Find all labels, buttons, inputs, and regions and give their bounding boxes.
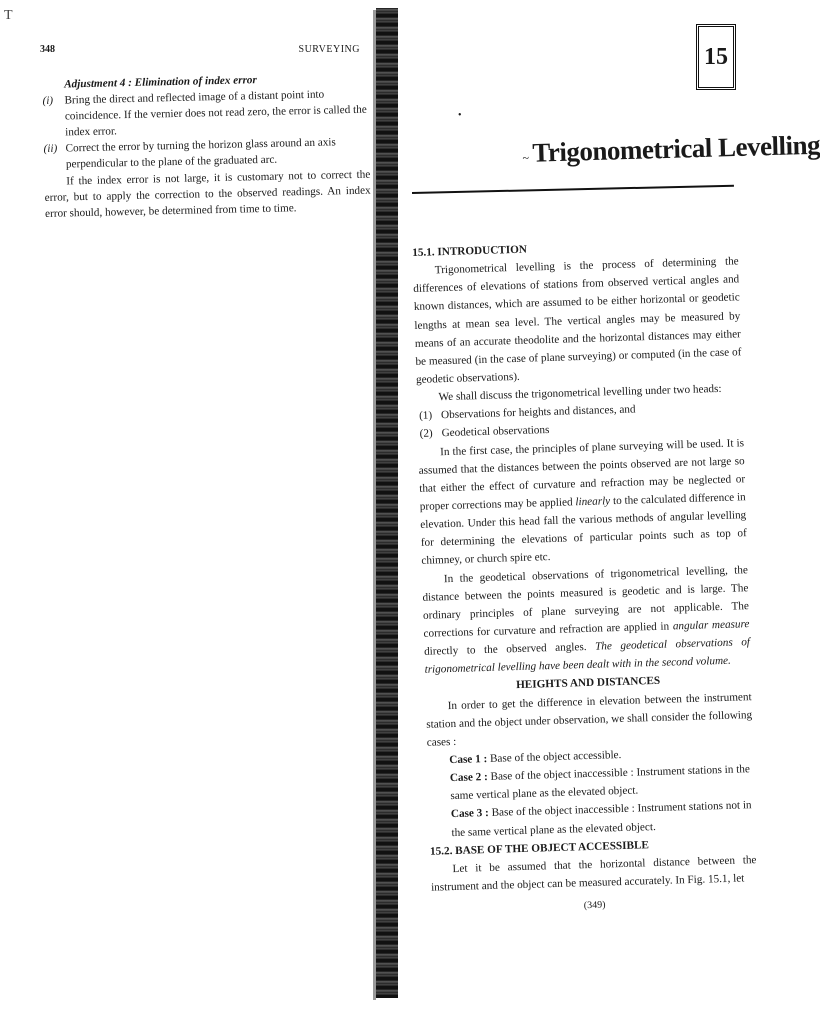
section-2-paragraph: Let it be assumed that the horizontal distance between the instrument and the object can be measured accurately. In Fig. 15.1, let xyxy=(430,853,757,894)
heads-intro: We shall discuss the trigonometrical levelling under two heads: xyxy=(438,383,722,404)
geodetic-text-a: In the geodetical observations of trigonometrical levelling, the distance between the points measured is geodetic and is large. The ordinary principles of plane surveying are not applicable. The corrections for curvature and refraction are applied in xyxy=(422,563,750,640)
list-item-text: Geodetical observations xyxy=(441,424,550,440)
case-label: Case 3 : xyxy=(450,807,490,821)
list-item-text: Observations for heights and distances, and xyxy=(440,403,636,422)
first-case-text-a: In the first case, the principles of plane surveying will be used. It is assumed that the distances between the points observed are not large so that either the effect of curvature and refraction may be neglected or proper corrections may be applied xyxy=(418,436,746,513)
case-text: Base of the object inaccessible : Instrument stations not in the same vertical plane as the elevated object. xyxy=(451,799,752,839)
list-item-mark: (1) xyxy=(418,409,433,423)
right-page-body xyxy=(412,234,758,919)
heights-distances-heading: HEIGHTS AND DISTANCES xyxy=(515,675,661,692)
right-page xyxy=(396,0,820,1024)
list-item xyxy=(42,87,369,142)
list-item-text: Bring the direct and reflected image of a distant point into coincidence. If the vernier does not read zero, the error is called the index error. xyxy=(64,88,367,139)
adjustment-title: Adjustment 4 : Elimination of index error xyxy=(64,74,257,91)
case-text: Base of the object inaccessible : Instrument stations in the same vertical plane as the elevated object. xyxy=(450,763,751,803)
index-error-paragraph: If the index error is not large, it is customary not to correct the error, but to apply the correction to the observed readings. An index error should, however, be determined from time to time. xyxy=(44,169,371,221)
list-item xyxy=(43,134,370,173)
first-case-paragraph xyxy=(418,434,748,571)
chapter-rule xyxy=(412,185,734,194)
chapter-number-box xyxy=(696,24,736,90)
geodetic-italic-2: The geodetical observations of trigonometrical levelling have been dealt with in the second volume. xyxy=(424,636,751,677)
right-page-number: (349) xyxy=(583,899,606,912)
section-heading-base-accessible: 15.2. BASE OF THE OBJECT ACCESSIBLE xyxy=(429,838,650,858)
stray-mark: • xyxy=(458,110,462,121)
first-case-text-b: to the calculated difference in elevation. Under this head fall the various methods of angular levelling for determining the elevations of particular points such as top of chimney, or church spire etc. xyxy=(420,491,747,568)
left-page-number: 348 xyxy=(40,44,55,55)
left-running-head: SURVEYING xyxy=(298,44,360,55)
list-item-mark: (ii) xyxy=(43,142,58,155)
chapter-number: 15 xyxy=(704,43,728,70)
corner-mark: T xyxy=(4,8,13,23)
list-item-mark: (i) xyxy=(42,94,54,107)
chapter-title xyxy=(522,130,820,169)
case-label: Case 2 : xyxy=(449,771,488,785)
cases-intro: In order to get the difference in elevation between the instrument station and the object under observation, we shall consider the following cases : xyxy=(426,690,753,749)
list-item-text: Correct the error by turning the horizon glass around an axis perpendicular to the plane of the graduated arc. xyxy=(65,135,336,171)
case-label: Case 1 : xyxy=(449,752,488,767)
first-case-italic: linearly xyxy=(575,495,611,509)
geodetic-text-b: directly to the observed angles. xyxy=(423,641,587,658)
list-item-mark: (2) xyxy=(419,427,433,441)
left-page-body xyxy=(42,71,371,224)
geodetic-paragraph xyxy=(422,561,751,679)
left-page xyxy=(0,0,378,1024)
chapter-title-text: Trigonometrical Levelling xyxy=(531,129,820,168)
case-text: Base of the object accessible. xyxy=(489,748,622,765)
intro-paragraph: Trigonometrical levelling is the process of determining the differences of elevations of stations from observed vertical angles and known distances, which are assumed to be either horizontal or geodetic lengths at mean sea level. The vertical angles may be measured by means of an accurate theodolite and the horizontal distances may either be measured (in the case of plane surveying) or computed (in the case of geodetic observations). xyxy=(413,255,742,386)
book-gutter xyxy=(376,8,398,998)
chapter-title-mark: ~ xyxy=(522,150,529,165)
section-heading-introduction: 15.1. INTRODUCTION xyxy=(412,243,528,259)
geodetic-italic-1: angular measure xyxy=(672,618,750,633)
